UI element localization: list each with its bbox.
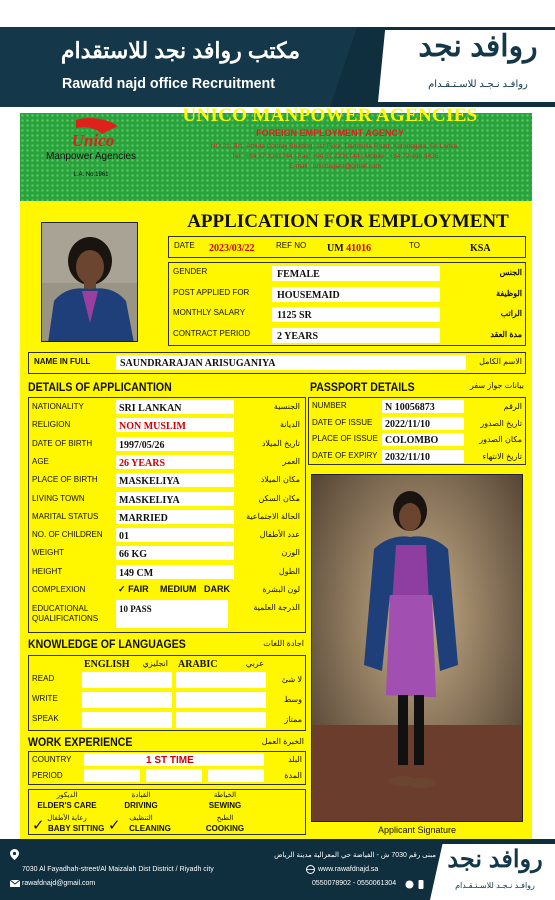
cleaning-check: ✓ (108, 817, 121, 834)
job-row-label-ar: الوظيفة (496, 288, 522, 298)
header-logo: روافد نجد (418, 30, 538, 63)
skill-label-ar: الطبخ (216, 815, 234, 822)
period-label-ar: المدة (284, 771, 302, 780)
check-icon: ✓ (118, 584, 126, 594)
header-arabic-title: مكتب روافد نجد للاستقدام (60, 38, 300, 63)
detail-row-label: WEIGHT (32, 548, 64, 558)
detail-row-cell (116, 528, 234, 542)
detail-row-value: MASKELIYA (119, 476, 180, 488)
agency-address: NO.21, B/1, Athula Conray Building, 1st Floor, Dambulla Road, Kurunegala, Sri Lanka. (210, 143, 460, 150)
ref-label: REF NO (276, 241, 307, 250)
agency-logo-word: Unico (71, 131, 115, 150)
skill-label: CLEANING (129, 824, 171, 833)
job-row-label: GENDER (173, 267, 208, 276)
education-value: 10 PASS (119, 604, 152, 614)
agency-subtitle: FOREIGN EMPLOYMENT AGENCY (256, 128, 404, 138)
skill-label: ELDER'S CARE (37, 801, 97, 810)
job-row-value: 2 YEARS (277, 330, 319, 342)
agency-email: E-mail : unicoagent@gmail.com (289, 163, 381, 170)
to-label: TO (409, 241, 420, 250)
detail-row-label: DATE OF BIRTH (32, 438, 93, 448)
footer-address-en: 7030 Al Fayadhah-street/Al Maizalah Dist District / Riyadh city (22, 866, 214, 873)
languages-title: KNOWLEDGE OF LANGUAGES (28, 637, 186, 651)
detail-row-label-ar: الديانة (279, 420, 300, 430)
passport-row-label-ar: تاريخ الانتهاء (482, 451, 522, 461)
passport-row-label-ar: الرقم (503, 402, 522, 411)
detail-row-value: MASKELIYA (119, 494, 180, 506)
complexion-dark: DARK (204, 584, 230, 594)
job-row-label-ar: الراتب (500, 309, 522, 318)
footer-website[interactable]: www.rawafdnajd.sa (318, 866, 379, 873)
detail-row-value: 26 YEARS (119, 457, 166, 469)
english-label-ar: انجليزي (142, 659, 168, 668)
detail-row-value: NON MUSLIM (119, 421, 186, 433)
detail-row-label: AGE (32, 456, 49, 466)
job-row-value: HOUSEMAID (277, 289, 340, 301)
map-pin-icon (10, 849, 19, 860)
passport-title: PASSPORT DETAILS (310, 380, 415, 394)
passport-row-label: PLACE OF ISSUE (312, 434, 378, 443)
skill-label-ar: الخياطة (213, 792, 237, 799)
detail-row-label: PLACE OF BIRTH (32, 475, 98, 485)
detail-row-label-ar: تاريخ الميلاد (261, 438, 300, 448)
footer-logo-tagline: روافـد نـجـد للاسـتـقـدام (455, 881, 535, 890)
skill-label-ar: رعاية الأطفال (47, 815, 87, 822)
passport-row-label: NUMBER (312, 401, 347, 410)
header-logo-tagline: روافـد نـجـد للاسـتـقـدام (428, 79, 528, 90)
passport-row-label: DATE OF ISSUE (312, 417, 373, 427)
complexion-label-ar: لون البشرة (262, 585, 300, 594)
complexion-fair: FAIR (128, 584, 149, 594)
detail-row-label: NATIONALITY (32, 402, 84, 411)
skill-label: BABY SITTING (48, 824, 105, 833)
mail-icon (10, 880, 20, 887)
education-label-ar: الدرجة العلمية (253, 603, 300, 612)
agency-license: L.A. No:1961 (73, 172, 109, 178)
form-title: APPLICATION FOR EMPLOYMENT (187, 211, 509, 232)
ref-prefix: UM (327, 243, 347, 254)
detail-row-label-ar: مكان السكن (258, 493, 300, 503)
header-english-title: Rawafd najd office Recruitment (62, 75, 275, 92)
passport-row-label-ar: تاريخ الصدور (480, 418, 522, 428)
detail-row-label: NO. OF CHILDREN (32, 530, 103, 540)
education-label: EDUCATIONAL QUALIFICATIONS (32, 604, 99, 623)
agency-logo-sub: Manpower Agencies (45, 151, 137, 162)
detail-row-value: 149 CM (119, 567, 154, 579)
name-label-ar: الاسم الكامل (479, 357, 522, 366)
footer-logo: روافد نجد (447, 846, 543, 873)
footer-address-ar: مبنى رقم 7030 ش - الفياضة حي المعزالية مدينة الرياض (274, 852, 436, 859)
language-row-label-ar: وسط (283, 695, 302, 704)
globe-icon (306, 865, 315, 874)
country-label-ar: البلد (288, 755, 302, 764)
passport-row-value: COLOMBO (385, 435, 439, 446)
detail-row-label: HEIGHT (32, 566, 63, 576)
job-row-label: CONTRACT PERIOD (173, 328, 251, 338)
full-photo (312, 475, 523, 822)
period-cell-3 (208, 769, 264, 782)
footer-phones[interactable]: 0550078902 - 0550061304 (312, 880, 397, 887)
footer-email[interactable]: rawafdnajd@gmail.com (22, 880, 96, 887)
language-arabic-cell (176, 672, 266, 688)
complexion-medium: MEDIUM (160, 584, 197, 594)
detail-row-label: RELIGION (32, 420, 71, 430)
detail-row-value: SRI LANKAN (119, 403, 182, 414)
skill-label-ar: القيادة (131, 792, 151, 799)
detail-row-label-ar: العمر (282, 456, 300, 466)
date-label: DATE (174, 241, 195, 250)
arabic-label: ARABIC (178, 659, 218, 670)
english-label: ENGLISH (84, 659, 130, 670)
agency-name: UNICO MANPOWER AGENCIES (182, 106, 478, 122)
country-label: COUNTRY (32, 755, 72, 764)
period-cell-2 (146, 769, 202, 782)
job-row-label: POST APPLIED FOR (173, 287, 250, 297)
detail-row-value: 1997/05/26 (119, 439, 165, 451)
applicant-portrait (41, 222, 138, 342)
to-value: KSA (470, 243, 491, 254)
passport-row-value: 2022/11/10 (385, 418, 431, 430)
detail-row-label-ar: الجنسية (273, 402, 300, 411)
applicant-full-photo (311, 474, 523, 822)
passport-row-value: N 10056873 (385, 402, 435, 413)
detail-row-label-ar: الوزن (281, 548, 300, 558)
language-row-label-ar: لا شئ (281, 675, 302, 684)
work-title: WORK EXPERIENCE (28, 735, 133, 749)
whatsapp-icon (405, 880, 414, 889)
period-label: PERIOD (32, 771, 63, 780)
detail-row-label-ar: عدد الأطفال (259, 530, 300, 540)
baby-sitting-check: ✓ (32, 817, 45, 834)
job-row-value: 1125 SR (277, 310, 312, 321)
language-english-cell (82, 712, 172, 728)
language-english-cell (82, 692, 172, 708)
detail-row-label-ar: مكان الميلاد (260, 475, 300, 485)
complexion-label: COMPLEXION (32, 585, 86, 594)
arabic-label-ar: عربي (245, 659, 264, 668)
language-row-label-ar: ممتاز (284, 715, 302, 724)
job-row-label-ar: مدة العقد (490, 329, 522, 339)
skill-label-ar: الديكور (56, 792, 78, 799)
language-row-label: SPEAK (32, 714, 59, 723)
agency-phone: Tel : +94 37 2231744 | Fax: +94 37 2231744 | Mobile : +94 72 498 3435 (231, 153, 439, 160)
detail-row-value: 01 (119, 531, 129, 543)
first-time-value: 1 ST TIME (146, 755, 194, 766)
job-row-label: MONTHLY SALARY (173, 308, 246, 317)
passport-title-ar: بيانات جواز سفر (469, 381, 524, 390)
details-title: DETAILS OF APPLICANTION (28, 380, 172, 394)
passport-row-value: 2032/11/10 (385, 451, 431, 463)
skill-label: SEWING (208, 801, 242, 810)
name-label: NAME IN FULL (34, 357, 91, 366)
language-row-label: READ (32, 674, 55, 683)
languages-title-ar: اجادة اللغات (263, 639, 304, 648)
applicant-signature: Applicant Signature (377, 825, 457, 835)
detail-row-label: LIVING TOWN (32, 493, 85, 503)
language-arabic-cell (176, 692, 266, 708)
detail-row-value: MARRIED (119, 512, 168, 524)
skill-label-ar: التنظيف (129, 815, 153, 822)
period-cell-1 (84, 769, 140, 782)
language-row-label: WRITE (32, 694, 58, 703)
work-title-ar: الخبرة العمل (261, 737, 304, 746)
ref-number: 41016 (346, 243, 372, 254)
portrait-photo (42, 223, 138, 342)
passport-row-label: DATE OF EXPIRY (312, 450, 378, 460)
skill-label: DRIVING (124, 801, 158, 810)
skill-label: COOKING (205, 824, 245, 833)
detail-row-label-ar: الطول (278, 566, 300, 576)
passport-row-label-ar: مكان الصدور (479, 435, 522, 444)
job-row-value: FEMALE (277, 269, 320, 280)
date-value: 2023/03/22 (209, 243, 255, 254)
detail-row-value: 66 KG (119, 549, 148, 561)
name-value: SAUNDRARAJAN ARISUGANIYA (120, 358, 276, 369)
detail-row-label: MARITAL STATUS (32, 511, 99, 521)
language-english-cell (82, 672, 172, 688)
detail-row-label-ar: الحالة الاجتماعية (246, 511, 300, 521)
job-row-label-ar: الجنس (499, 268, 522, 277)
phone-icon (417, 880, 425, 889)
language-arabic-cell (176, 712, 266, 728)
